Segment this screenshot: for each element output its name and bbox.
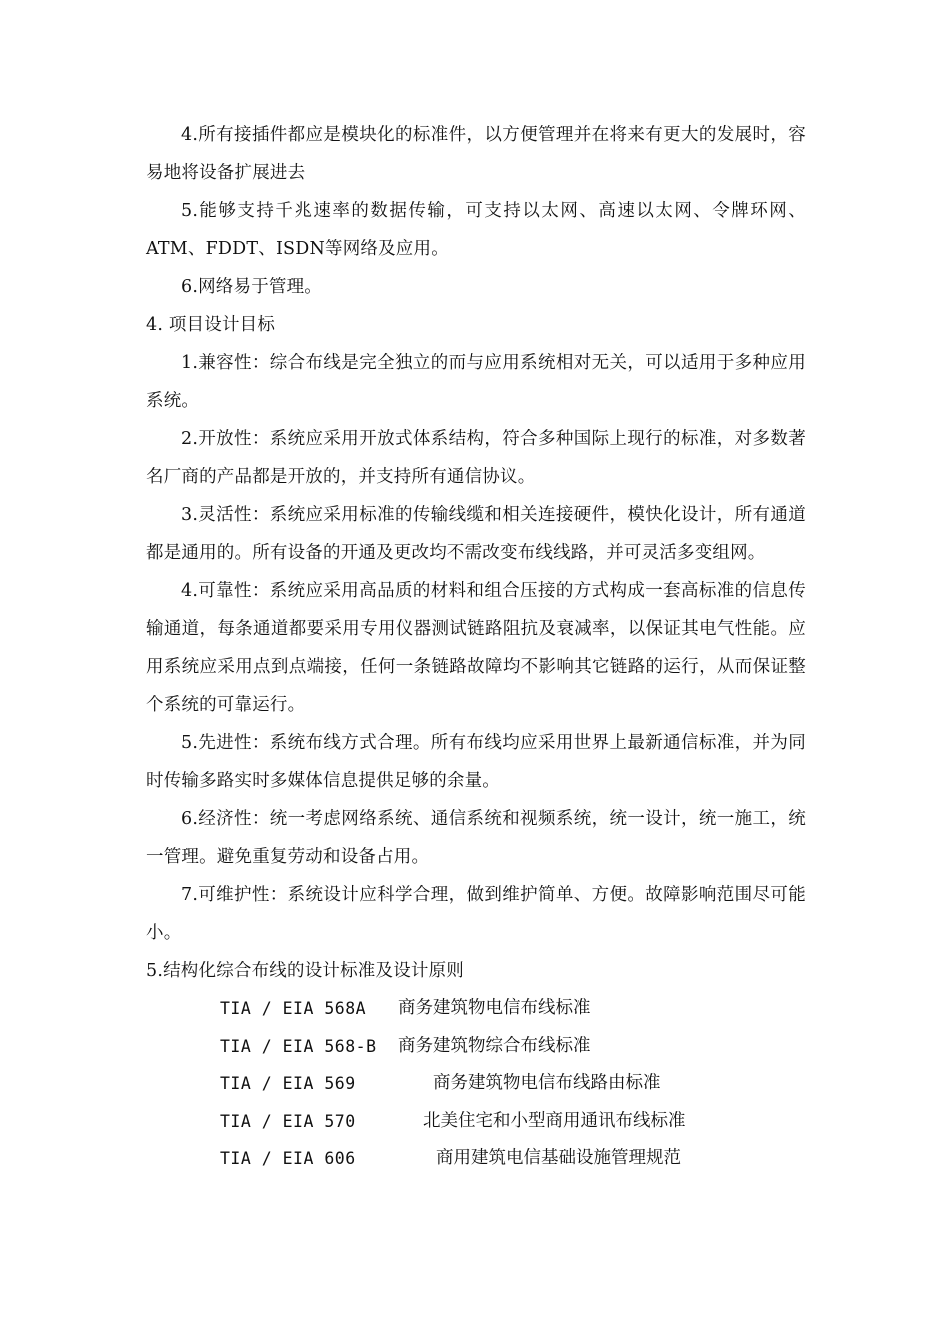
design-goal-economy: 6.经济性：统一考虑网络系统、通信系统和视频系统，统一设计，统一施工，统一管理。避免重复劳动和设备占用。 — [146, 809, 806, 867]
requirement-item-4: 4.所有接插件都应是模块化的标准件，以方便管理并在将来有更大的发展时，容易地将设备扩展进去 — [146, 125, 806, 183]
standard-description: 商用建筑电信基础设施管理规范 — [436, 1148, 681, 1168]
design-goal-advancement: 5.先进性：系统布线方式合理。所有布线均应采用世界上最新通信标准，并为同时传输多路实时多媒体信息提供足够的余量。 — [146, 733, 806, 791]
standard-description: 北美住宅和小型商用通讯布线标准 — [423, 1110, 686, 1131]
standard-row — [146, 1065, 806, 1103]
standard-row — [146, 1140, 806, 1178]
design-goal-flexibility: 3.灵活性：系统应采用标准的传输线缆和相关连接硬件，模快化设计，所有通道都是通用的。所有设备的开通及更改均不需改变布线线路，并可灵活多变组网。 — [146, 505, 806, 563]
standard-code: TIA / EIA 606 — [220, 1149, 356, 1168]
requirement-item-5: 5.能够支持千兆速率的数据传输，可支持以太网、高速以太网、令牌环网、ATM、FDDT、ISDN等网络及应用。 — [146, 201, 806, 259]
section-4-heading: 4. 项目设计目标 — [146, 315, 276, 335]
standard-row — [146, 990, 806, 1028]
requirement-item-6: 6.网络易于管理。 — [181, 277, 322, 297]
standard-description: 商务建筑物综合布线标准 — [398, 1035, 591, 1056]
design-goal-reliability: 4.可靠性：系统应采用高品质的材料和组合压接的方式构成一套高标准的信息传输通道，每条通道都要采用专用仪器测试链路阻抗及衰减率，以保证其电气性能。应用系统应采用点到点端接，任何一条链路故障均不影响其它链路的运行，从而保证整个系统的可靠运行。 — [146, 581, 806, 715]
standard-row — [146, 1028, 806, 1066]
standard-description: 商务建筑物电信布线路由标准 — [433, 1073, 661, 1093]
design-goal-maintainability: 7.可维护性：系统设计应科学合理，做到维护简单、方便。故障影响范围尽可能小。 — [146, 885, 806, 943]
design-goal-compatibility: 1.兼容性：综合布线是完全独立的而与应用系统相对无关，可以适用于多种应用系统。 — [146, 353, 806, 411]
section-5-heading: 5.结构化综合布线的设计标准及设计原则 — [146, 961, 464, 981]
document-body — [146, 116, 806, 1178]
standard-row — [146, 1103, 806, 1141]
standard-code: TIA / EIA 568A — [220, 999, 367, 1018]
standard-code: TIA / EIA 569 — [220, 1074, 356, 1093]
standard-code: TIA / EIA 568-B — [220, 1036, 377, 1056]
standard-code: TIA / EIA 570 — [220, 1111, 356, 1131]
standard-description: 商务建筑物电信布线标准 — [398, 998, 591, 1018]
design-goal-openness: 2.开放性：系统应采用开放式体系结构，符合多种国际上现行的标准，对多数著名厂商的产品都是开放的，并支持所有通信协议。 — [146, 429, 806, 487]
